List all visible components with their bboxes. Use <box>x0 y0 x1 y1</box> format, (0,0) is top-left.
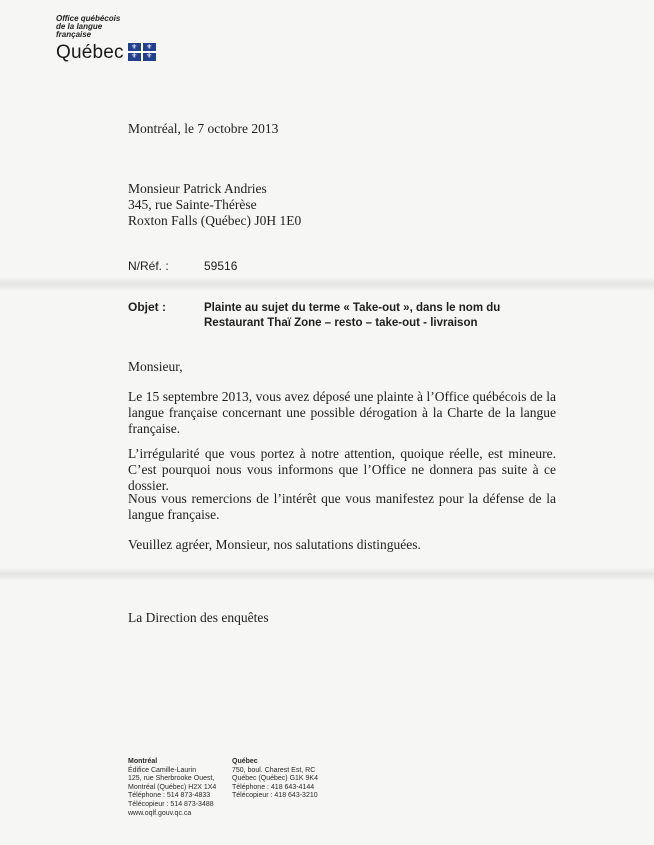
recipient-street: 345, rue Sainte-Thérèse <box>128 197 257 212</box>
body-paragraph: L’irrégularité que vous portez à notre attention, quoique réelle, est mineure. C’est pourquoi nous vous informons que l’Office ne donnera pas suite à ce dossier. <box>128 446 556 493</box>
letter-date: Montréal, le 7 octobre 2013 <box>128 121 279 136</box>
paper-fold <box>0 277 654 291</box>
footer-website-link[interactable]: www.oqlf.gouv.qc.ca <box>128 809 192 817</box>
org-name-line: Office québécois <box>56 14 121 23</box>
body-paragraph: Nous vous remercions de l’intérêt que vous manifestez pour la défense de la langue française. <box>128 491 556 522</box>
recipient-city: Roxton Falls (Québec) J0H 1E0 <box>128 213 302 228</box>
footer-montreal-title: Montréal <box>128 758 158 765</box>
footer-line: Télécopieur : 418 643-3210 <box>232 792 318 800</box>
recipient-name: Monsieur Patrick Andries <box>128 181 267 196</box>
footer-line: Édifice Camille-Laurin <box>128 766 197 774</box>
body-paragraph: Le 15 septembre 2013, vous avez déposé une plainte à l’Office québécois de la langue française concernant une possible dérogation à la Charte de la langue française. <box>128 389 556 436</box>
org-name <box>56 15 166 39</box>
salutation: Monsieur, <box>128 359 183 374</box>
footer-line: 750, boul. Charest Est, RC <box>232 766 316 774</box>
fleurdelise-flag-icon: ⚜ ⚜ ⚜ ⚜ <box>128 43 156 61</box>
footer-montreal <box>128 758 216 818</box>
org-name-line: française <box>56 30 92 39</box>
subject-line: Plainte au sujet du terme « Take-out », dans le nom du <box>204 302 501 314</box>
ref-label: N/Réf. : <box>128 259 169 273</box>
footer-line: Montréal (Québec) H2X 1X4 <box>128 783 217 791</box>
footer-line: Téléphone : 418 643-4144 <box>232 783 315 791</box>
footer-quebec <box>232 758 318 801</box>
ref-value: 59516 <box>204 259 238 273</box>
signature: La Direction des enquêtes <box>128 610 269 625</box>
subject-label: Objet : <box>128 300 166 314</box>
footer-line: 125, rue Sherbrooke Ouest, <box>128 775 215 783</box>
footer-line: Téléphone : 514 873-4833 <box>128 792 211 800</box>
org-name-line: de la langue <box>56 22 103 31</box>
quebec-wordmark: Québec <box>56 42 124 63</box>
footer-line: Télécopieur : 514 873-3488 <box>128 800 214 808</box>
footer-line: Québec (Québec) G1K 9K4 <box>232 775 318 783</box>
closing: Veuillez agréer, Monsieur, nos salutations distinguées. <box>128 537 421 552</box>
footer-quebec-title: Québec <box>232 758 258 765</box>
paper-fold <box>0 567 654 581</box>
subject-line: Restaurant Thaï Zone – resto – take-out - livraison <box>204 317 478 329</box>
